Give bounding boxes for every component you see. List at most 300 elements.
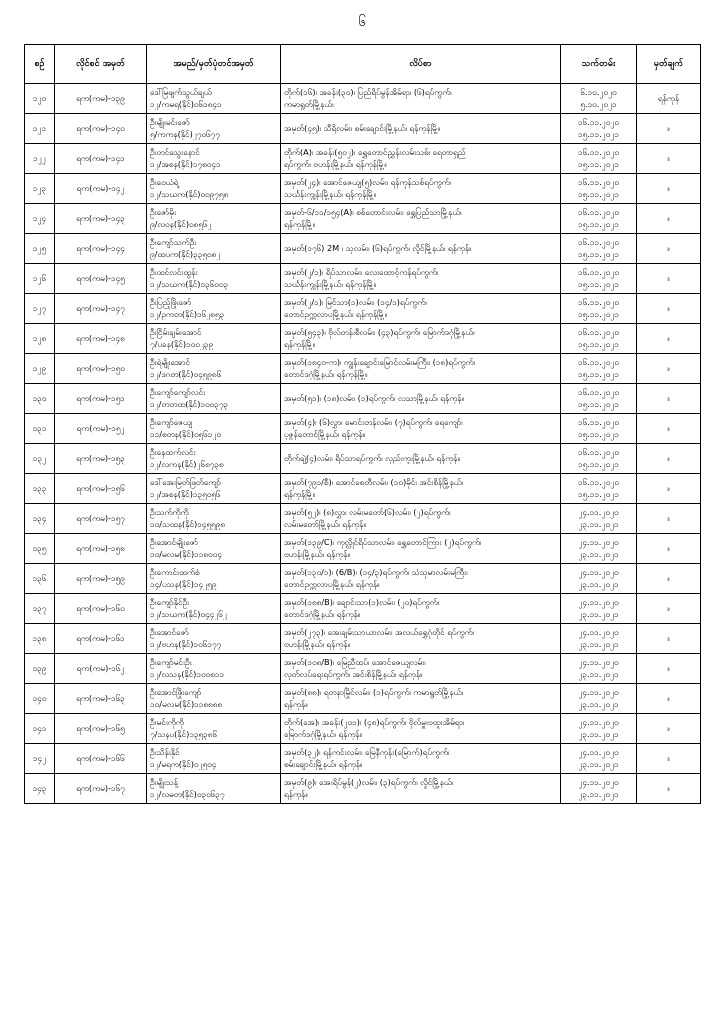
- validity-end: ၂၃.၁၁.၂၀၂၁: [578, 578, 619, 589]
- validity-end: ၅.၁၀.၂၀၂၁: [580, 98, 617, 109]
- row-number: ၁၃၂: [25, 444, 55, 474]
- nrc-number: ၁၂/ဗဟန(နိုင်)၁၀၆၁၇၇: [150, 638, 222, 649]
- row-number: ၁၂၇: [25, 294, 55, 324]
- license-number: ရက(ကမ)-၁၄၇: [55, 294, 147, 324]
- holder-name: ဦးကောင်းထက်စံ: [150, 567, 200, 577]
- validity-cell: [561, 414, 637, 444]
- row-number: ၁၃၅: [25, 534, 55, 564]
- license-number: ရက(ကမ)-၁၅၇: [55, 504, 147, 534]
- validity-end: ၁၅.၁၁.၂၀၂၁: [578, 218, 619, 229]
- table-row: [25, 534, 701, 564]
- table-row: [25, 744, 701, 774]
- address-line-2: ရန်ကုန်မြို့။: [284, 488, 315, 499]
- validity-cell: [561, 444, 637, 474]
- table-row: [25, 564, 701, 594]
- validity-cell: [561, 774, 637, 804]
- remark: ။: [637, 444, 701, 474]
- validity-start: ၁၆.၁၁.၂၀၂၀: [578, 327, 619, 337]
- address-cell: [281, 204, 561, 234]
- table-row: [25, 234, 701, 264]
- address-cell: [281, 744, 561, 774]
- remark: ရန်ကုန်: [637, 84, 701, 114]
- validity-cell: [561, 204, 637, 234]
- holder-name: ဦးအောင်ဖြိုးကျော်: [150, 687, 202, 697]
- row-number: ၁၄၀: [25, 684, 55, 714]
- holder-name: ဦးငြိမ်းချမ်းအောင်: [150, 327, 202, 337]
- address-line-2: သင်္ဃန်းကျွန်းမြို့နယ်၊ ရန်ကုန်မြို့။: [284, 188, 377, 199]
- address-cell: [281, 504, 561, 534]
- validity-start: ၂၄.၁၁.၂၀၂၀: [578, 687, 619, 697]
- validity-start: ၁၆.၁၁.၂၀၂၀: [578, 417, 619, 427]
- name-cell: [147, 294, 281, 324]
- remark: ။: [637, 174, 701, 204]
- validity-cell: [561, 624, 637, 654]
- address-cell: [281, 384, 561, 414]
- address-line-2: ရန်ကုန်မြို့။: [284, 218, 315, 229]
- license-number: ရက(ကမ)-၁၅၀: [55, 354, 147, 384]
- row-number: ၁၃၇: [25, 594, 55, 624]
- header-validity: သက်တမ်း: [561, 45, 637, 84]
- name-cell: [147, 654, 281, 684]
- license-number: ရက(ကမ)-၁၄၀: [55, 114, 147, 144]
- row-number: ၁၃၃: [25, 474, 55, 504]
- validity-end: ၁၅.၁၁.၂၀၂၁: [578, 338, 619, 349]
- validity-start: ၂၄.၁၁.၂၀၂၀: [578, 717, 619, 727]
- validity-start: ၁၆.၁၁.၂၀၂၀: [578, 297, 619, 307]
- address-cell: [281, 84, 561, 114]
- nrc-number: ၇/ပခန(နိုင်)၁၀၀၂၃၉: [150, 338, 214, 349]
- address-cell: [281, 234, 561, 264]
- holder-name: ဦးဝေယံရဲ့: [150, 177, 179, 187]
- name-cell: [147, 144, 281, 174]
- validity-end: ၂၃.၁၁.၂၀၂၁: [578, 758, 619, 769]
- name-cell: [147, 624, 281, 654]
- license-number: ရက(ကမ)-၁၄၅: [55, 264, 147, 294]
- validity-cell: [561, 174, 637, 204]
- validity-end: ၂၃.၁၁.၂၀၂၁: [578, 668, 619, 679]
- table-row: [25, 174, 701, 204]
- address-line-2: ရန်ကုန်မြို့။: [284, 338, 315, 349]
- name-cell: [147, 774, 281, 804]
- remark: ။: [637, 624, 701, 654]
- nrc-number: ၁၂/ဒဂတ(နိုင်)၀၄၅၉၈၆: [150, 368, 222, 379]
- validity-cell: [561, 144, 637, 174]
- address-line-1: အမှတ်(၈၈)၊ ရတနာမြိုင်လမ်း၊ (၁)ရပ်ကွက်၊ ကမာရွတ်မြို့နယ်၊: [284, 687, 463, 697]
- row-number: ၁၃၆: [25, 564, 55, 594]
- remark: ။: [637, 594, 701, 624]
- validity-start: ၂၄.၁၁.၂၀၂၀: [578, 627, 619, 637]
- remark: ။: [637, 534, 701, 564]
- remark: ။: [637, 144, 701, 174]
- license-registry-table: [24, 44, 701, 804]
- header-address: လိပ်စာ: [281, 45, 561, 84]
- validity-cell: [561, 324, 637, 354]
- holder-name: ဦးဇော်မိုး: [150, 207, 177, 217]
- row-number: ၁၄၂: [25, 744, 55, 774]
- license-number: ရက(ကမ)-၁၄၄: [55, 234, 147, 264]
- nrc-number: ၁၂/လသန(နိုင်)၁၀၀၈၁၁: [150, 668, 225, 679]
- name-cell: [147, 264, 281, 294]
- address-line-2: ပုဇွန်တောင်မြို့နယ်၊ ရန်ကုန်။: [284, 428, 366, 439]
- table-row: [25, 114, 701, 144]
- address-line-1: တိုက်ချဲ့(၄)လမ်း၊ ရိပ်သာရပ်ကွက်၊ လှည်းကူးမြို့နယ်၊ ရန်ကုန်။: [284, 452, 460, 463]
- table-row: [25, 714, 701, 744]
- license-number: ရက(ကမ)-၁၅၂: [55, 414, 147, 444]
- validity-start: ၂၄.၁၁.၂၀၂၀: [578, 537, 619, 547]
- address-line-2: တောင်ဥက္ကလာပမြို့နယ်၊ ရန်ကုန်။: [284, 578, 380, 589]
- holder-name: ဦးကျော်မင်းဦး: [150, 657, 192, 667]
- validity-start: ၂၄.၁၁.၂၀၂၀: [578, 777, 619, 787]
- validity-end: ၂၃.၁၁.၂၀၂၁: [578, 518, 619, 529]
- nrc-number: ၁၁/စတန(နိုင်)၀၅၆၁၂၀: [150, 428, 221, 439]
- license-number: ရက(ကမ)-၁၆၃: [55, 684, 147, 714]
- validity-end: ၁၅.၁၁.၂၀၂၁: [578, 458, 619, 469]
- header-name: အမည်/မှတ်ပုံတင်အမှတ်: [147, 45, 281, 84]
- row-number: ၁၂၃: [25, 174, 55, 204]
- validity-cell: [561, 384, 637, 414]
- validity-cell: [561, 294, 637, 324]
- address-line-1: အမှတ်(၇၉၁/စီ)၊ အောင်စေတီလမ်း၊ (၁၀)မိုင်၊ အင်းစိန်မြို့နယ်၊: [284, 477, 464, 487]
- row-number: ၁၄၃: [25, 774, 55, 804]
- address-cell: [281, 564, 561, 594]
- holder-name: ဦးကျော်ကျော်လင်း: [150, 387, 206, 397]
- address-cell: [281, 294, 561, 324]
- name-cell: [147, 504, 281, 534]
- address-line-1: အမှတ်(၁၃၀/၁)၊ (6/B)၊ (၁၄/၃)ရပ်ကွက်၊ သံသုမာလမ်းမကြီး၊: [284, 567, 468, 577]
- validity-cell: [561, 234, 637, 264]
- name-cell: [147, 384, 281, 414]
- remark: ။: [637, 654, 701, 684]
- row-number: ၁၂၄: [25, 204, 55, 234]
- holder-name: ဦးထင်လင်းထွန်း: [150, 267, 198, 277]
- table-row: [25, 684, 701, 714]
- row-number: ၁၂၂: [25, 144, 55, 174]
- name-cell: [147, 204, 281, 234]
- holder-name: ဦးသိန်းနိုင်: [150, 747, 180, 757]
- name-cell: [147, 684, 281, 714]
- name-cell: [147, 474, 281, 504]
- name-cell: [147, 744, 281, 774]
- validity-end: ၁၅.၁၁.၂၀၂၁: [578, 398, 619, 409]
- validity-start: ၁၆.၁၁.၂၀၂၀: [578, 177, 619, 187]
- table-row: [25, 624, 701, 654]
- address-line-1: အမှတ်(၂/၁)၊ မြင်သာ(၁)လမ်း၊ (၁၄/၁)ရပ်ကွက်၊: [284, 297, 427, 307]
- address-line-1: တိုက်(အေ)၊ အခန်း(၂၀၁)၊ (၄၈)ရပ်ကွက်၊ ဗိုလ်မှူးဗထူးအိမ်ရာ၊: [284, 717, 465, 727]
- license-number: ရက(ကမ)-၁၃၉: [55, 84, 147, 114]
- validity-end: ၂၃.၁၁.၂၀၂၁: [578, 698, 619, 709]
- license-number: ရက(ကမ)-၁၄၈: [55, 324, 147, 354]
- holder-name: ဦးမင်းကိုကို: [150, 717, 184, 727]
- validity-start: ၂၄.၁၁.၂၀၂၀: [578, 747, 619, 757]
- address-cell: [281, 444, 561, 474]
- table-row: [25, 324, 701, 354]
- address-line-1: အမှတ်(၂/၁)၊ ရိပ်သာလမ်း၊ လေးထောင့်ကန်ရပ်ကွက်၊: [284, 267, 439, 277]
- address-line-1: အမှတ်(၁၃၉/C)၊ ကုလ္လိုင်ရိပ်သာလမ်း၊ ရွှေတောင်ကြား (၂)ရပ်ကွက်၊: [284, 537, 482, 547]
- table-row: [25, 264, 701, 294]
- validity-cell: [561, 84, 637, 114]
- holder-name: ဦးသက်ကိုကို: [150, 507, 189, 517]
- nrc-number: ၅/ကကန(နိုင်)၂၇၀၆၇၇: [150, 128, 220, 139]
- row-number: ၁၃၄: [25, 504, 55, 534]
- remark: ။: [637, 324, 701, 354]
- validity-cell: [561, 504, 637, 534]
- validity-end: ၂၃.၁၁.၂၀၂၁: [578, 608, 619, 619]
- nrc-number: ၁၀/မလမ(နိုင်)၁၁၈၈၈၈: [150, 698, 223, 709]
- row-number: ၁၃၁: [25, 414, 55, 444]
- nrc-number: ၁၂/လကန(နိုင်)၂၆၈၇၃၈: [150, 458, 224, 469]
- table-row: [25, 354, 701, 384]
- address-line-1: အမှတ်-၆/၁၁/၁၅၄(A)၊ စစ်တောင်းလမ်း၊ ရွှေပြည်သာမြို့နယ်၊: [284, 207, 462, 217]
- row-number: ၁၂၈: [25, 324, 55, 354]
- validity-start: ၁၆.၁၁.၂၀၂၀: [578, 207, 619, 217]
- nrc-number: ၁၂/မရက(နိုင်)၀၂၅၀၄: [150, 758, 217, 769]
- license-number: ရက(ကမ)-၁၄၂: [55, 174, 147, 204]
- nrc-number: ၉/လဝန(နိုင်)၀၈၅၆၂: [150, 218, 212, 229]
- validity-end: ၂၃.၁၁.၂၀၂၁: [578, 788, 619, 799]
- validity-end: ၂၃.၁၁.၂၀၂၁: [578, 728, 619, 739]
- address-line-2: တောင်ဒဂုံမြို့နယ်၊ ရန်ကုန်မြို့။: [284, 368, 368, 379]
- table-row: [25, 414, 701, 444]
- nrc-number: ၁၂/အစန(နိုင်)၁၇၈၀၄၁: [150, 158, 221, 169]
- address-line-1: တိုက်(A)၊ အခန်း(၅၀၂)၊ ရွှေတောင်ညွှန်းလမ်းသစ်၊ ရေတာရှည်: [284, 147, 466, 157]
- remark: ။: [637, 384, 701, 414]
- validity-cell: [561, 264, 637, 294]
- validity-end: ၂၃.၁၁.၂၀၂၁: [578, 548, 619, 559]
- page-number: ၆: [358, 15, 366, 30]
- nrc-number: ၁၂/ဥကတ(နိုင်)၁၆၂၈၅၃: [150, 308, 225, 319]
- table-header-row: [25, 45, 701, 84]
- row-number: ၁၃၀: [25, 384, 55, 414]
- license-number: ရက(ကမ)-၁၄၃: [55, 204, 147, 234]
- validity-start: ၁၆.၁၁.၂၀၂၀: [578, 477, 619, 487]
- holder-name: ဒေါ်အေးမြတ်ဖြတ်ကျော်: [150, 477, 221, 487]
- license-number: ရက(ကမ)-၁၄၁: [55, 144, 147, 174]
- remark: ။: [637, 354, 701, 384]
- validity-end: ၂၃.၁၁.၂၀၂၁: [578, 638, 619, 649]
- name-cell: [147, 444, 281, 474]
- validity-end: ၁၅.၁၁.၂၀၂၁: [578, 308, 619, 319]
- remark: ။: [637, 504, 701, 534]
- name-cell: [147, 234, 281, 264]
- address-cell: [281, 324, 561, 354]
- validity-start: ၁၆.၁၁.၂၀၂၀: [578, 387, 619, 397]
- address-line-1: အမှတ်(၅၁)၊ (၁၈)လမ်း၊ (၁)ရပ်ကွက်၊ လသာမြို့နယ်၊ ရန်ကုန်။: [284, 392, 464, 403]
- header-license: လိုင်စင် အမှတ်: [55, 45, 147, 84]
- holder-name: ဦးကျော်သက်ဦး: [150, 237, 197, 247]
- holder-name: ဦးအောင်မျိုးဇော်: [150, 537, 199, 547]
- validity-start: ၆.၁၀.၂၀၂၀: [580, 87, 617, 97]
- row-number: ၁၂၁: [25, 114, 55, 144]
- name-cell: [147, 324, 281, 354]
- table-row: [25, 504, 701, 534]
- validity-start: ၁၆.၁၁.၂၀၂၀: [578, 267, 619, 277]
- address-line-1: အမှတ်(၁၇၆) 2M ၊ သုလမ်း၊ (၆)ရပ်ကွက်၊ လှိုင်မြို့နယ်၊ ရန်ကုန်။: [284, 242, 472, 253]
- holder-name: ဦးမျိုးသန့်: [150, 777, 179, 787]
- address-cell: [281, 624, 561, 654]
- address-line-2: မြောက်ဒဂုံမြို့နယ်၊ ရန်ကုန်။: [284, 728, 363, 739]
- name-cell: [147, 354, 281, 384]
- row-number: ၁၄၁: [25, 714, 55, 744]
- address-cell: [281, 264, 561, 294]
- validity-end: ၁၅.၁၁.၂၀၂၁: [578, 488, 619, 499]
- validity-cell: [561, 534, 637, 564]
- validity-cell: [561, 654, 637, 684]
- row-number: ၁၂၀: [25, 84, 55, 114]
- address-line-2: ဗဟန်းမြို့နယ်၊ ရန်ကုန်။: [284, 638, 351, 649]
- row-number: ၁၂၉: [25, 354, 55, 384]
- remark: ။: [637, 414, 701, 444]
- remark: ။: [637, 264, 701, 294]
- nrc-number: ၁၂/ကမရ(နိုင်)၀၆၁၈၄၁: [150, 98, 222, 109]
- address-line-2: ရန်ကုန်။: [284, 698, 308, 709]
- nrc-number: ၁၂/လမတ(နိုင်)၀၃၀၆၃၇: [150, 788, 225, 799]
- address-line-2: ဗဟန်းမြို့နယ်၊ ရန်ကုန်။: [284, 548, 351, 559]
- nrc-number: ၁၂/အစန(နိုင်)၁၃၅၀၅၆: [150, 488, 221, 499]
- address-line-2: လှတ်လပ်ရေးရပ်ကွက်၊ အင်းစိန်မြို့နယ်၊ ရန်ကုန်။: [284, 668, 423, 679]
- name-cell: [147, 174, 281, 204]
- license-number: ရက(ကမ)-၁၅၈: [55, 534, 147, 564]
- address-cell: [281, 684, 561, 714]
- remark: ။: [637, 114, 701, 144]
- validity-end: ၁၅.၁၁.၂၀၂၁: [578, 368, 619, 379]
- table-row: [25, 144, 701, 174]
- address-cell: [281, 654, 561, 684]
- nrc-number: ၁၄/ပသန(နိုင်)၁၄၂၅၉: [150, 578, 217, 589]
- address-cell: [281, 414, 561, 444]
- holder-name: ဦးကျော်ဇေယျ: [150, 417, 193, 427]
- address-line-2: လမ်းမတော်မြို့နယ်၊ ရန်ကုန်။: [284, 518, 366, 529]
- remark: ။: [637, 684, 701, 714]
- validity-cell: [561, 594, 637, 624]
- nrc-number: ၇/သနပ(နိုင်)၁၃၅၃၈၆: [150, 728, 218, 739]
- validity-start: ၁၆.၁၁.၂၀၂၀: [578, 357, 619, 367]
- license-number: ရက(ကမ)-၁၅၁: [55, 384, 147, 414]
- validity-cell: [561, 744, 637, 774]
- validity-cell: [561, 564, 637, 594]
- row-number: ၁၃၉: [25, 654, 55, 684]
- license-number: ရက(ကမ)-၁၆၀: [55, 594, 147, 624]
- validity-start: ၂၄.၁၁.၂၀၂၀: [578, 597, 619, 607]
- nrc-number: ၉/ထပက(နိုင်)၃၃၅၀၈၂: [150, 248, 221, 259]
- validity-cell: [561, 114, 637, 144]
- remark: ။: [637, 474, 701, 504]
- license-number: ရက(ကမ)-၁၆၂: [55, 654, 147, 684]
- address-line-1: အမှတ်(၂၄)၊ အောင်ဇေယျ(၅)လမ်း၊ ရန်ကုန်သစ်ရပ်ကွက်၊: [284, 177, 451, 187]
- validity-end: ၁၅.၁၁.၂၀၂၁: [578, 158, 619, 169]
- validity-end: ၁၅.၁၁.၂၀၂၁: [578, 428, 619, 439]
- validity-start: ၂၄.၁၁.၂၀၂၀: [578, 657, 619, 667]
- address-line-1: အမှတ်(၂၇၃)၊ အေးချမ်းသာယာလမ်း၊ အလယ်ရွှေဂုံတိုင် ရပ်ကွက်၊: [284, 627, 474, 637]
- validity-cell: [561, 474, 637, 504]
- remark: ။: [637, 744, 701, 774]
- license-number: ရက(ကမ)-၁၆၆: [55, 744, 147, 774]
- holder-name: ဦးနေထက်လင်း: [150, 447, 196, 457]
- validity-start: ၂၄.၁၁.၂၀၂၀: [578, 507, 619, 517]
- license-number: ရက(ကမ)-၁၅၆: [55, 474, 147, 504]
- remark: ။: [637, 204, 701, 234]
- validity-cell: [561, 684, 637, 714]
- table-row: [25, 84, 701, 114]
- row-number: ၁၂၅: [25, 234, 55, 264]
- name-cell: [147, 114, 281, 144]
- name-cell: [147, 594, 281, 624]
- address-cell: [281, 114, 561, 144]
- validity-start: ၁၆.၁၁.၂၀၂၀: [578, 117, 619, 127]
- header-remark: မှတ်ချက်: [637, 45, 701, 84]
- address-line-1: အမှတ်(၁၈၈/B)၊ ချောင်းသာ(၁)လမ်း၊ (၂၀)ရပ်ကွက်၊: [284, 597, 440, 607]
- address-line-2: ရန်ကုန်။: [284, 788, 308, 799]
- table-row: [25, 594, 701, 624]
- name-cell: [147, 564, 281, 594]
- address-line-1: အမှတ်(၁၈၄၀-က)၊ ကျွန်းချောင်းမြောင်လမ်းမကြီး၊ (၁၈)ရပ်ကွက်၊: [284, 357, 475, 367]
- address-line-1: အမှတ်(၃၂)၊ ရန်ကင်းလမ်း၊ မြေနီကုန်း(မြောက်)ရပ်ကွက်၊: [284, 747, 450, 757]
- remark: ။: [637, 714, 701, 744]
- nrc-number: ၁၂/သဃက(နိုင်)၁၃၆၀၀၃: [150, 278, 229, 289]
- address-cell: [281, 774, 561, 804]
- address-cell: [281, 474, 561, 504]
- holder-name: ဦးအောင်ဇော်: [150, 627, 189, 637]
- address-cell: [281, 714, 561, 744]
- address-cell: [281, 594, 561, 624]
- license-number: ရက(ကမ)-၁၅၃: [55, 444, 147, 474]
- nrc-number: ၁၂/သဃက(နိုင်)၀၀၉၇၅၈: [150, 188, 229, 199]
- address-line-1: အမှတ်(၅၄၃)၊ ဗိုလ်တန်းစီလမ်း၊ (၄၃)ရပ်ကွက်၊ မြောက်ဒဂုံမြို့နယ်၊: [284, 327, 475, 337]
- table-row: [25, 294, 701, 324]
- address-cell: [281, 354, 561, 384]
- license-number: ရက(ကမ)-၁၆၅: [55, 714, 147, 744]
- remark: ။: [637, 774, 701, 804]
- holder-name: ဦးပြည့်ဖြိုးဇော်: [150, 297, 192, 307]
- remark: ။: [637, 234, 701, 264]
- remark: ။: [637, 564, 701, 594]
- validity-end: ၁၅.၁၁.၂၀၂၁: [578, 128, 619, 139]
- address-cell: [281, 144, 561, 174]
- row-number: ၁၂၆: [25, 264, 55, 294]
- table-row: [25, 654, 701, 684]
- holder-name: ဒေါ်မြဖျက်သွယ်ချယ်: [150, 87, 212, 97]
- nrc-number: ၁၂/တတထ(နိုင်)၁၀၀၃၇၃: [150, 398, 229, 409]
- row-number: ၁၃၈: [25, 624, 55, 654]
- validity-cell: [561, 354, 637, 384]
- holder-name: ဦးကျော်နိုင်ဦး: [150, 597, 190, 607]
- address-line-2: သင်္ဃန်းကျွန်းမြို့နယ်၊ ရန်ကုန်မြို့။: [284, 278, 377, 289]
- validity-start: ၁၆.၁၁.၂၀၂၀: [578, 447, 619, 457]
- validity-cell: [561, 714, 637, 744]
- nrc-number: ၁၀/သထန(နိုင်)၁၄၅၅၉၈: [150, 518, 225, 529]
- name-cell: [147, 414, 281, 444]
- validity-end: ၁၅.၁၁.၂၀၂၁: [578, 248, 619, 259]
- remark: ။: [637, 294, 701, 324]
- license-number: ရက(ကမ)-၁၆၁: [55, 624, 147, 654]
- address-cell: [281, 534, 561, 564]
- address-cell: [281, 174, 561, 204]
- table-row: [25, 774, 701, 804]
- address-line-1: အမှတ်(၄၅)၊ သီရိလမ်း၊ စမ်းချောင်းမြို့နယ်၊ ရန်ကုန်မြို့။: [284, 122, 441, 133]
- table-row: [25, 444, 701, 474]
- address-line-1: အမှတ်(၄)၊ (၆)လွှာ၊ မောင်းတန်လမ်း၊ (၇)ရပ်ကွက်၊ ရေကျော်၊: [284, 417, 463, 427]
- holder-name: ဦးရဲမျိုးအောင်: [150, 357, 191, 367]
- validity-start: ၁၆.၁၁.၂၀၂၀: [578, 147, 619, 157]
- validity-start: ၂၄.၁၁.၂၀၂၀: [578, 567, 619, 577]
- address-line-2: စမ်းချောင်းမြို့နယ်၊ ရန်ကုန်။: [284, 758, 363, 769]
- address-line-1: တိုက်(၁၆)၊ အခန်း(၃၀)၊ ပြည်ရိပ်မွန်အိမ်ရာ၊ (၆)ရပ်ကွက်၊: [284, 87, 452, 97]
- header-no: စဉ်: [25, 45, 55, 84]
- name-cell: [147, 714, 281, 744]
- table-row: [25, 384, 701, 414]
- nrc-number: ၁၂/သဃက(နိုင်)၀၄၄၂၆၂: [150, 608, 227, 619]
- validity-end: ၁၅.၁၁.၂၀၂၁: [578, 188, 619, 199]
- name-cell: [147, 534, 281, 564]
